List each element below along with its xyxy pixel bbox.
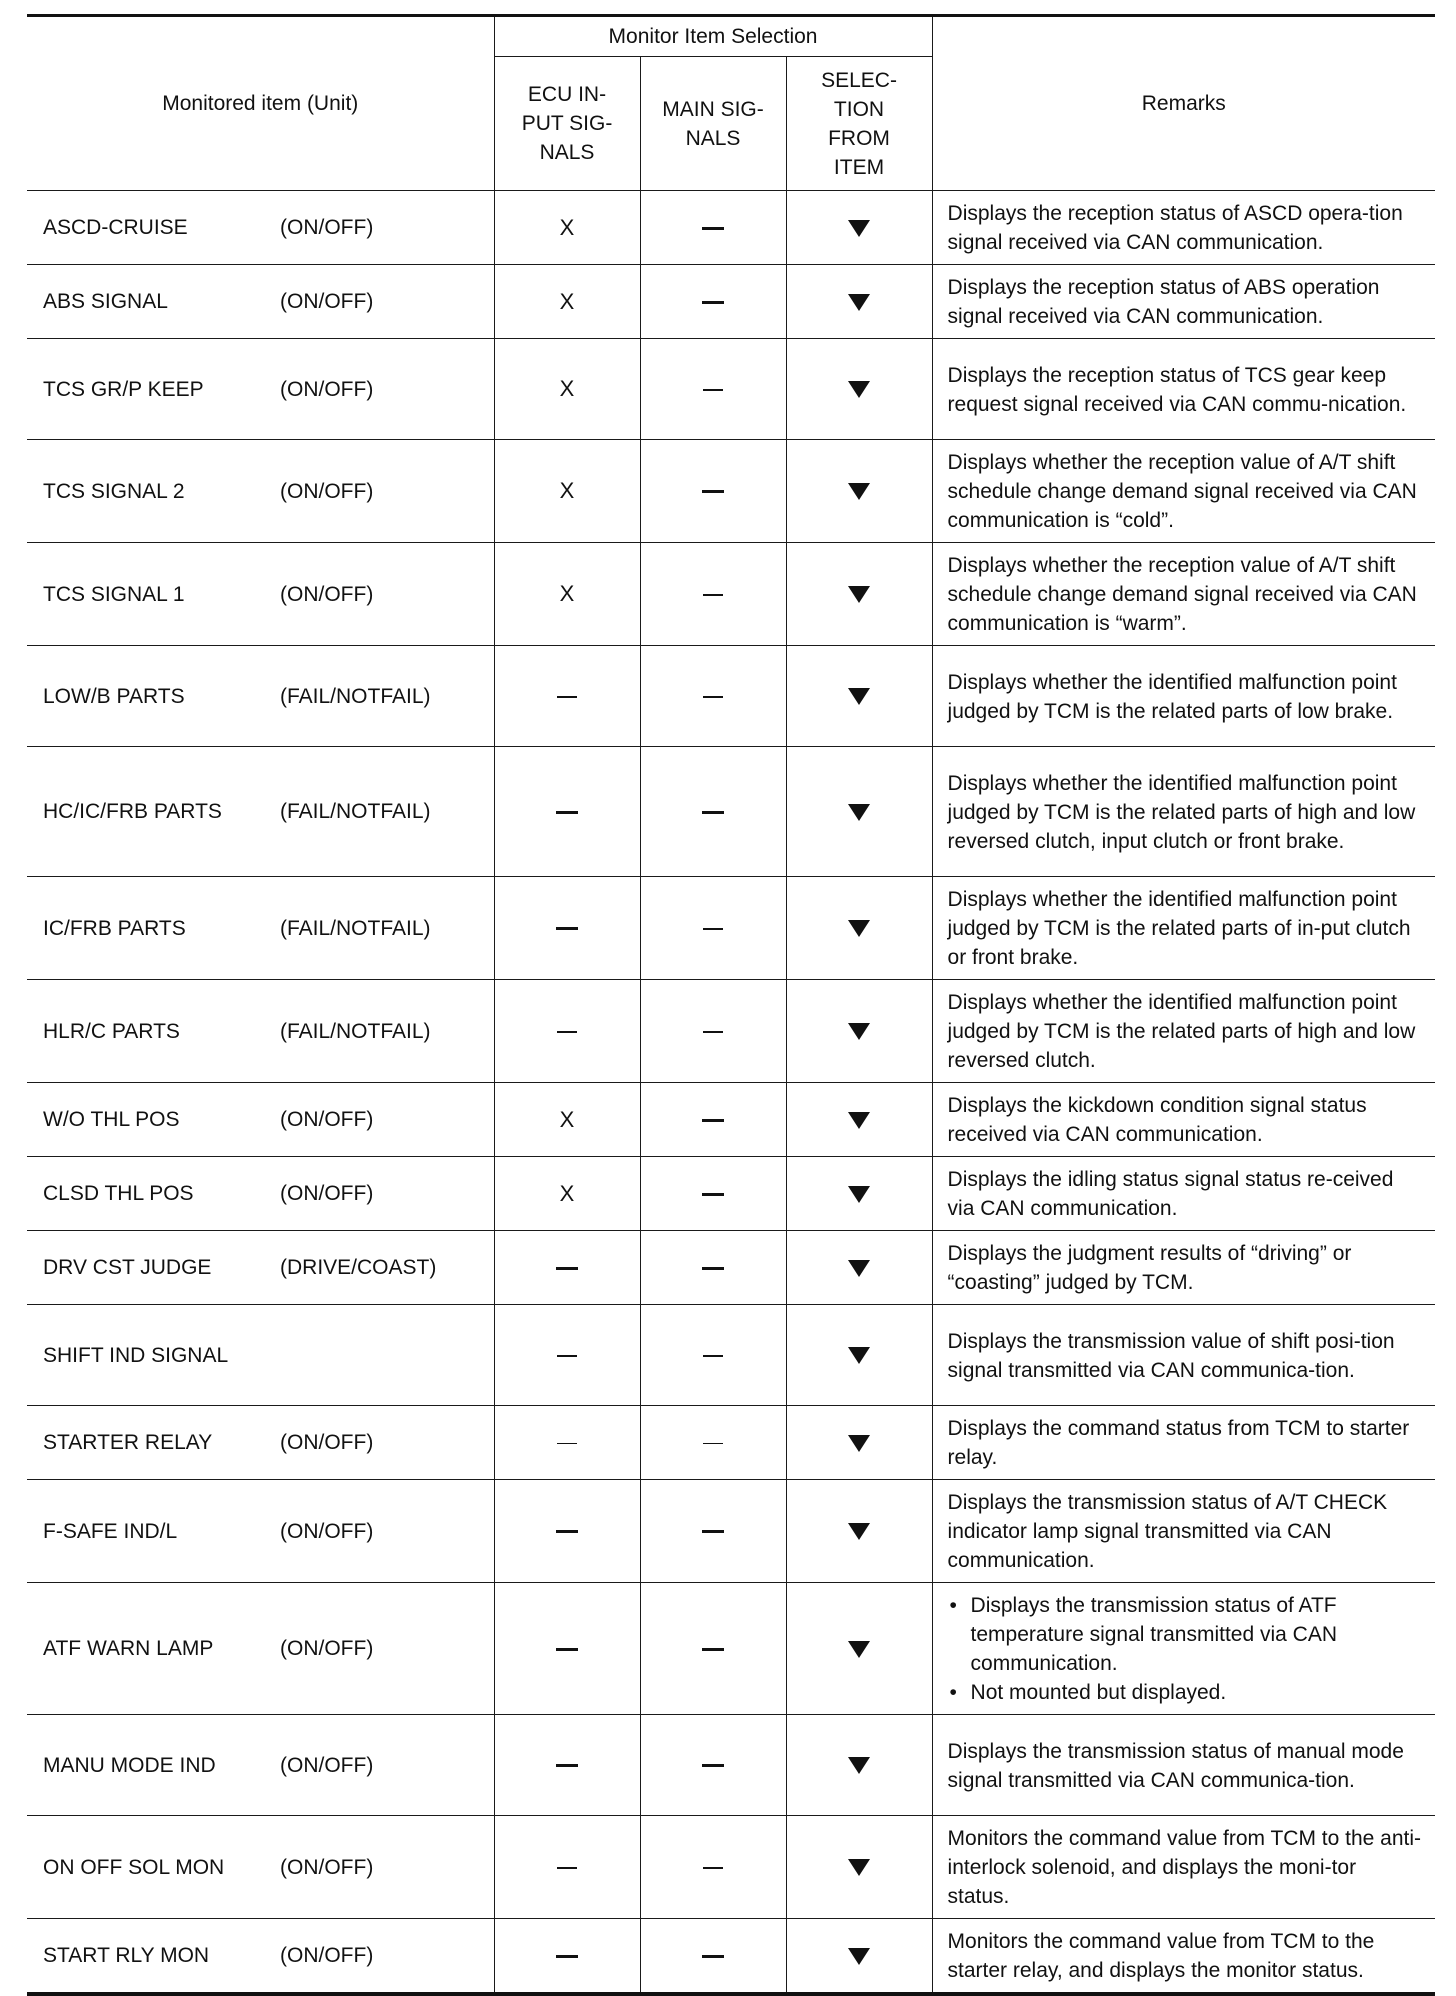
monitored-item-cell	[27, 1157, 494, 1231]
remarks-cell	[932, 543, 1435, 646]
selection-cell	[786, 980, 932, 1083]
remarks-cell	[932, 646, 1435, 747]
item-name: DRV CST JUDGE	[43, 1256, 212, 1279]
down-triangle-icon	[848, 381, 870, 398]
remarks-text: Monitors the command value from TCM to the anti-interlock solenoid, and displays the moni-tor status.	[947, 1827, 1421, 1908]
selection-cell	[786, 1231, 932, 1305]
dash-icon	[703, 594, 723, 596]
remarks-cell	[932, 191, 1435, 265]
table-row	[27, 877, 1435, 980]
remarks-cell	[932, 1406, 1435, 1480]
remarks-cell	[932, 1083, 1435, 1157]
down-triangle-icon	[848, 1859, 870, 1876]
dash-icon	[702, 811, 724, 814]
ecu-input-cell	[494, 440, 640, 543]
main-signal-cell	[640, 1583, 786, 1715]
table-row	[27, 1583, 1435, 1715]
monitored-item-cell	[27, 1083, 494, 1157]
down-triangle-icon	[848, 1641, 870, 1658]
item-name: TCS GR/P KEEP	[43, 377, 204, 401]
dash-icon	[557, 1443, 577, 1445]
down-triangle-icon	[848, 688, 870, 705]
ecu-input-cell	[494, 543, 640, 646]
remarks-text: Displays the transmission value of shift posi-tion signal transmitted via CAN communica-tion.	[947, 1329, 1395, 1382]
x-mark: X	[559, 214, 575, 240]
monitored-item-cell	[27, 1305, 494, 1406]
remarks-cell	[932, 265, 1435, 339]
table-row	[27, 543, 1435, 646]
remarks-text: Displays the judgment results of “driving” or “coasting” judged by TCM.	[947, 1242, 1352, 1294]
x-mark: X	[559, 581, 575, 606]
table-row	[27, 1715, 1435, 1816]
dash-icon	[703, 928, 723, 930]
header-remarks: Remarks	[932, 16, 1435, 191]
dash-icon	[702, 1530, 724, 1533]
ecu-input-cell	[494, 1480, 640, 1583]
item-unit: (FAIL/NOTFAIL)	[280, 916, 431, 940]
down-triangle-icon	[848, 804, 870, 821]
selection-cell	[786, 646, 932, 747]
selection-cell	[786, 265, 932, 339]
table-body	[27, 191, 1435, 1995]
main-signal-cell	[640, 877, 786, 980]
selection-cell	[786, 1406, 932, 1480]
dash-icon	[702, 490, 724, 493]
dash-icon	[556, 1955, 578, 1958]
item-name: MANU MODE IND	[43, 1753, 216, 1777]
main-signal-cell	[640, 1919, 786, 1995]
ecu-input-cell	[494, 1231, 640, 1305]
monitored-item-cell	[27, 265, 494, 339]
remarks-text: Monitors the command value from TCM to the starter relay, and displays the monitor status.	[947, 1930, 1375, 1982]
monitor-item-table	[27, 14, 1435, 1996]
monitored-item-cell	[27, 543, 494, 646]
item-name: ABS SIGNAL	[43, 290, 168, 313]
item-name: LOW/B PARTS	[43, 684, 185, 708]
ecu-input-cell	[494, 1919, 640, 1995]
selection-cell	[786, 543, 932, 646]
down-triangle-icon	[848, 1347, 870, 1364]
dash-icon	[703, 696, 723, 698]
table-row	[27, 1157, 1435, 1231]
table-row	[27, 747, 1435, 877]
down-triangle-icon	[848, 1112, 870, 1129]
remarks-cell	[932, 1157, 1435, 1231]
selection-cell	[786, 1715, 932, 1816]
main-signal-cell	[640, 1816, 786, 1919]
dash-icon	[557, 696, 577, 698]
ecu-input-cell	[494, 1305, 640, 1406]
x-mark: X	[559, 376, 575, 401]
monitored-item-cell	[27, 1480, 494, 1583]
ecu-input-cell	[494, 1157, 640, 1231]
remarks-cell	[932, 1816, 1435, 1919]
dash-icon	[702, 1955, 724, 1958]
item-unit: (FAIL/NOTFAIL)	[280, 800, 431, 823]
ecu-input-cell	[494, 1816, 640, 1919]
down-triangle-icon	[848, 1260, 870, 1277]
ecu-input-cell	[494, 1715, 640, 1816]
item-name: TCS SIGNAL 1	[43, 582, 185, 606]
item-unit: (ON/OFF)	[280, 1108, 374, 1131]
item-name: IC/FRB PARTS	[43, 916, 186, 940]
main-signal-cell	[640, 265, 786, 339]
ecu-input-cell	[494, 191, 640, 265]
remarks-cell	[932, 1305, 1435, 1406]
item-unit: (ON/OFF)	[280, 216, 374, 239]
item-unit: (ON/OFF)	[280, 1637, 374, 1660]
item-unit: (ON/OFF)	[280, 1519, 374, 1543]
dash-icon	[556, 1530, 578, 1533]
monitored-item-cell	[27, 1919, 494, 1995]
dash-icon	[702, 1193, 724, 1196]
monitored-item-cell	[27, 1231, 494, 1305]
down-triangle-icon	[848, 220, 870, 237]
main-signal-cell	[640, 440, 786, 543]
selection-cell	[786, 339, 932, 440]
ecu-input-cell	[494, 265, 640, 339]
down-triangle-icon	[848, 1186, 870, 1203]
x-mark: X	[559, 478, 575, 503]
ecu-input-cell	[494, 1083, 640, 1157]
main-signal-cell	[640, 339, 786, 440]
x-mark: X	[559, 1180, 575, 1206]
dash-icon	[557, 1867, 577, 1869]
dash-icon	[702, 1648, 724, 1651]
remarks-cell	[932, 440, 1435, 543]
ecu-input-cell	[494, 646, 640, 747]
header-monitored-item: Monitored item (Unit)	[27, 16, 494, 191]
table-row	[27, 1305, 1435, 1406]
selection-cell	[786, 1816, 932, 1919]
monitored-item-cell	[27, 1406, 494, 1480]
item-unit: (DRIVE/COAST)	[280, 1256, 437, 1279]
table-row	[27, 265, 1435, 339]
dash-icon	[703, 1867, 723, 1869]
ecu-input-cell	[494, 339, 640, 440]
monitored-item-cell	[27, 877, 494, 980]
dash-icon	[557, 1031, 577, 1033]
remarks-text: Displays the reception status of ABS operation signal received via CAN communication.	[947, 276, 1380, 328]
remarks-text: Displays the kickdown condition signal status received via CAN communication.	[947, 1094, 1367, 1146]
x-mark: X	[559, 1106, 575, 1132]
dash-icon	[556, 1267, 578, 1270]
remarks-text: Displays whether the identified malfunction point judged by TCM is the related parts of high and low reversed clutch, input clutch or front brake.	[947, 771, 1416, 853]
remarks-bullet: • Displays the transmission status of ATF temperature signal transmitted via CAN communication.	[948, 1591, 1424, 1678]
dash-icon	[702, 1267, 724, 1270]
item-name: HLR/C PARTS	[43, 1019, 180, 1043]
table-row	[27, 980, 1435, 1083]
header-monitor-item-selection: Monitor Item Selection	[494, 16, 932, 57]
table-row	[27, 646, 1435, 747]
remarks-text: Displays whether the identified malfunction point judged by TCM is the related parts of in-put clutch or front brake.	[947, 888, 1411, 969]
main-signal-cell	[640, 1083, 786, 1157]
dash-icon	[702, 1119, 724, 1122]
selection-cell	[786, 440, 932, 543]
remarks-text: Displays the reception status of TCS gear keep request signal received via CAN commu-nication.	[947, 363, 1407, 416]
remarks-cell	[932, 877, 1435, 980]
selection-cell	[786, 1157, 932, 1231]
remarks-cell	[932, 747, 1435, 877]
remarks-text: Displays whether the identified malfunction point judged by TCM is the related parts of high and low reversed clutch.	[947, 991, 1416, 1072]
item-name: HC/IC/FRB PARTS	[43, 800, 222, 823]
item-unit: (ON/OFF)	[280, 290, 374, 313]
monitored-item-cell	[27, 440, 494, 543]
dash-icon	[556, 927, 578, 930]
item-unit: (ON/OFF)	[280, 479, 374, 503]
dash-icon	[702, 1764, 724, 1767]
main-signal-cell	[640, 646, 786, 747]
down-triangle-icon	[848, 1757, 870, 1774]
item-unit: (ON/OFF)	[280, 1855, 374, 1879]
dash-icon	[703, 1031, 723, 1033]
monitored-item-cell	[27, 747, 494, 877]
item-unit: (ON/OFF)	[280, 1753, 374, 1777]
remarks-text: Displays the transmission status of manual mode signal transmitted via CAN communica-tion.	[947, 1739, 1404, 1792]
item-name: TCS SIGNAL 2	[43, 479, 185, 503]
item-name: ASCD-CRUISE	[43, 216, 188, 239]
monitored-item-cell	[27, 980, 494, 1083]
header-ecu-input-signals: ECU IN- PUT SIG- NALS	[494, 57, 640, 191]
remarks-cell	[932, 1480, 1435, 1583]
main-signal-cell	[640, 747, 786, 877]
item-unit: (ON/OFF)	[280, 1944, 374, 1967]
table-row	[27, 1083, 1435, 1157]
remarks-cell	[932, 980, 1435, 1083]
remarks-cell	[932, 339, 1435, 440]
selection-cell	[786, 877, 932, 980]
item-unit: (ON/OFF)	[280, 1431, 374, 1454]
dash-icon	[702, 301, 724, 304]
item-name: ON OFF SOL MON	[43, 1855, 225, 1879]
remarks-text: Displays the command status from TCM to starter relay.	[947, 1417, 1410, 1469]
table-row	[27, 1480, 1435, 1583]
selection-cell	[786, 1480, 932, 1583]
item-unit: (ON/OFF)	[280, 1182, 374, 1205]
main-signal-cell	[640, 543, 786, 646]
dash-icon	[702, 227, 724, 230]
table-row	[27, 1406, 1435, 1480]
dash-icon	[703, 389, 723, 391]
item-name: STARTER RELAY	[43, 1431, 213, 1454]
dash-icon	[556, 1764, 578, 1767]
selection-cell	[786, 191, 932, 265]
header-selection-from-item: SELEC- TION FROM ITEM	[786, 57, 932, 191]
ecu-input-cell	[494, 1583, 640, 1715]
table-row	[27, 339, 1435, 440]
main-signal-cell	[640, 1480, 786, 1583]
ecu-input-cell	[494, 1406, 640, 1480]
remarks-text: Displays whether the reception value of A/T shift schedule change demand signal received via CAN communication is “warm”.	[947, 554, 1417, 635]
remarks-text: Displays whether the identified malfunction point judged by TCM is the related parts of low brake.	[947, 670, 1397, 723]
table-row	[27, 191, 1435, 265]
selection-cell	[786, 1919, 932, 1995]
ecu-input-cell	[494, 877, 640, 980]
dash-icon	[703, 1443, 723, 1445]
item-unit: (FAIL/NOTFAIL)	[280, 684, 431, 708]
remarks-cell	[932, 1583, 1435, 1715]
main-signal-cell	[640, 191, 786, 265]
down-triangle-icon	[848, 483, 870, 500]
header-main-signals: MAIN SIG- NALS	[640, 57, 786, 191]
main-signal-cell	[640, 980, 786, 1083]
selection-cell	[786, 1083, 932, 1157]
dash-icon	[557, 1355, 577, 1357]
monitored-item-cell	[27, 1715, 494, 1816]
selection-cell	[786, 747, 932, 877]
item-name: CLSD THL POS	[43, 1182, 194, 1205]
remarks-cell	[932, 1231, 1435, 1305]
down-triangle-icon	[848, 1023, 870, 1040]
monitored-item-cell	[27, 1583, 494, 1715]
down-triangle-icon	[848, 1435, 870, 1452]
remarks-cell	[932, 1715, 1435, 1816]
main-signal-cell	[640, 1231, 786, 1305]
remarks-text: Displays whether the reception value of A/T shift schedule change demand signal received via CAN communication is “cold”.	[947, 451, 1417, 532]
item-name: ATF WARN LAMP	[43, 1637, 214, 1660]
dash-icon	[703, 1355, 723, 1357]
table-row	[27, 440, 1435, 543]
dash-icon	[556, 1648, 578, 1651]
remarks-text: Displays the idling status signal status re-ceived via CAN communication.	[947, 1168, 1394, 1220]
table-row	[27, 1816, 1435, 1919]
down-triangle-icon	[848, 1948, 870, 1965]
item-unit: (ON/OFF)	[280, 377, 374, 401]
ecu-input-cell	[494, 980, 640, 1083]
x-mark: X	[559, 288, 575, 314]
item-name: W/O THL POS	[43, 1108, 180, 1131]
item-name: F-SAFE IND/L	[43, 1519, 178, 1543]
monitored-item-cell	[27, 339, 494, 440]
down-triangle-icon	[848, 1523, 870, 1540]
main-signal-cell	[640, 1305, 786, 1406]
remarks-bullet: • Not mounted but displayed.	[948, 1678, 1424, 1707]
table-row	[27, 1919, 1435, 1995]
monitored-item-cell	[27, 191, 494, 265]
remarks-text: Displays the transmission status of A/T CHECK indicator lamp signal transmitted via CAN communication.	[947, 1491, 1388, 1572]
main-signal-cell	[640, 1715, 786, 1816]
dash-icon	[556, 811, 578, 814]
down-triangle-icon	[848, 294, 870, 311]
selection-cell	[786, 1305, 932, 1406]
monitored-item-cell	[27, 646, 494, 747]
down-triangle-icon	[848, 920, 870, 937]
main-signal-cell	[640, 1406, 786, 1480]
table-row	[27, 1231, 1435, 1305]
item-unit: (FAIL/NOTFAIL)	[280, 1019, 431, 1043]
remarks-cell	[932, 1919, 1435, 1995]
item-unit: (ON/OFF)	[280, 582, 374, 606]
selection-cell	[786, 1583, 932, 1715]
remarks-text: Displays the reception status of ASCD opera-tion signal received via CAN communication.	[947, 202, 1403, 254]
main-signal-cell	[640, 1157, 786, 1231]
item-name: START RLY MON	[43, 1944, 210, 1967]
remarks-list	[948, 1591, 1424, 1707]
down-triangle-icon	[848, 586, 870, 603]
monitored-item-cell	[27, 1816, 494, 1919]
ecu-input-cell	[494, 747, 640, 877]
item-name: SHIFT IND SIGNAL	[43, 1343, 229, 1367]
